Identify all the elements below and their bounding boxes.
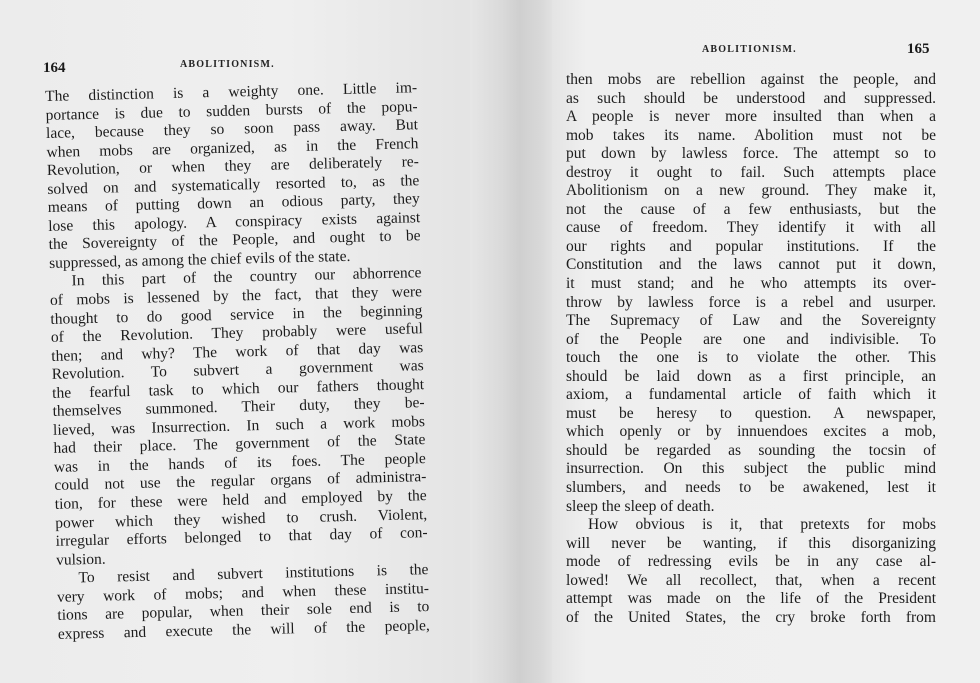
text-line: destroy it ought to fail. Such attempts place [566, 163, 936, 181]
text-line: power which they wished to crush. Violent, [55, 505, 428, 532]
text-line: of the Revolution. They probably were useful [50, 320, 423, 347]
text-line: How obvious is it, that pretexts for mobs [588, 516, 936, 534]
text-line: should be laid down as a first principle, an [566, 367, 936, 385]
text-line: put down by lawless force. The attempt so to [566, 145, 936, 163]
text-line: could not use the regular organs of administra- [54, 468, 427, 495]
text-line: of the United States, the cry broke forth from [566, 608, 936, 626]
right-page [552, 0, 980, 683]
text-line: throw by lawless force is a rebel and usurper. [566, 293, 936, 311]
text-line: Abolitionism on a new ground. They make it, [566, 182, 936, 200]
text-line: attempt was made on the life of the President [566, 590, 936, 608]
text-line: cause of freedom. They identify it with all [566, 219, 936, 237]
text-line: of the People are one and indivisible. To [566, 330, 936, 348]
text-line: when mobs are organized, as in the French [46, 134, 419, 161]
text-line: then mobs are rebellion against the people, and [566, 71, 936, 88]
text-line: lowed! We all recollect, that, when a recent [566, 571, 936, 589]
text-line: insurrection. On this subject the public mind [566, 460, 936, 478]
text-line: portance is due to sudden bursts of the popu- [45, 97, 418, 124]
text-line: vulsion. [55, 550, 106, 569]
text-line: had their place. The government of the State [53, 431, 426, 458]
left-page [0, 0, 480, 683]
text-line: was in the hands of its foes. The people [53, 450, 427, 476]
text-line: it must stand; and he who attempts its over- [566, 275, 936, 293]
text-line: very work of mobs; and when these institu- [56, 579, 430, 606]
text-line: which openly or by innuendoes excites a mob, [566, 423, 936, 441]
text-line: tion, for these were held and employed by the [54, 487, 427, 513]
text-line: lose this apology. A conspiracy exists against [48, 209, 421, 235]
text-line: Constitution and the laws cannot put it down, [566, 256, 936, 274]
page-number: 164 [43, 60, 66, 76]
text-line: solved on and systematically resorted to, as the [47, 171, 420, 198]
text-line: sleep the sleep of death. [566, 497, 715, 515]
body-text [45, 79, 430, 644]
text-line: mode of redressing evils be in any case al- [566, 553, 936, 571]
text-line: In this part of the country our abhorrence [71, 264, 422, 290]
text-line: tions are popular, when their sole end is to [57, 598, 430, 625]
text-line: Revolution, or when they are deliberately re- [46, 153, 420, 180]
text-line: Revolution. To subvert a government was [51, 357, 424, 384]
text-line: of mobs is lessened by the fact, that they were [49, 283, 423, 309]
text-line: must be heresy to question. A newspaper, [566, 404, 936, 422]
page-number: 165 [907, 41, 930, 57]
text-line: the fearful task to which our fathers thought [51, 375, 425, 402]
text-line: thought to do good service in the beginning [50, 301, 423, 328]
text-line: The distinction is a weighty one. Little im- [45, 79, 418, 105]
text-line: will never be wanting, if this disorganizing [566, 534, 936, 552]
text-line: axiom, a fundamental article of faith which it [566, 386, 936, 404]
text-line: The Supremacy of Law and the Sovereignty [566, 312, 936, 330]
text-line: means of putting down an odious party, they [47, 190, 420, 217]
text-line: not the cause of a few enthusiasts, but the [566, 200, 936, 218]
text-line: To resist and subvert institutions is the [78, 561, 429, 587]
text-line: touch the one is to violate the other. This [566, 349, 936, 367]
text-line: irregular efforts belonged to that day of con- [55, 524, 428, 550]
text-line: slumbers, and needs to be awakened, lest it [566, 479, 936, 497]
text-line: suppressed, as among the chief evils of the state. [48, 247, 351, 272]
text-line: mob takes its name. Abolition must not be [566, 126, 936, 144]
body-text [566, 71, 936, 627]
text-line: should be regarded as sounding the tocsin of [566, 441, 936, 459]
text-line: A people is never more insulted than when a [566, 108, 936, 126]
text-line: lace, because they so soon pass away. But [45, 116, 419, 143]
running-head: ABOLITIONISM. [702, 44, 797, 55]
text-line: our rights and popular institutions. If the [566, 237, 936, 255]
text-line: the Sovereignty of the People, and ought to be [48, 227, 421, 254]
page-gutter [470, 0, 560, 683]
text-line: themselves summoned. Their duty, they be- [52, 394, 425, 421]
running-head: ABOLITIONISM. [180, 59, 275, 70]
text-line: lieved, was Insurrection. In such a work mobs [52, 412, 426, 439]
text-line: as such should be understood and suppressed. [566, 89, 936, 107]
text-line: express and execute the will of the people, [57, 616, 430, 643]
text-line: then; and why? The work of that day was [51, 338, 424, 365]
